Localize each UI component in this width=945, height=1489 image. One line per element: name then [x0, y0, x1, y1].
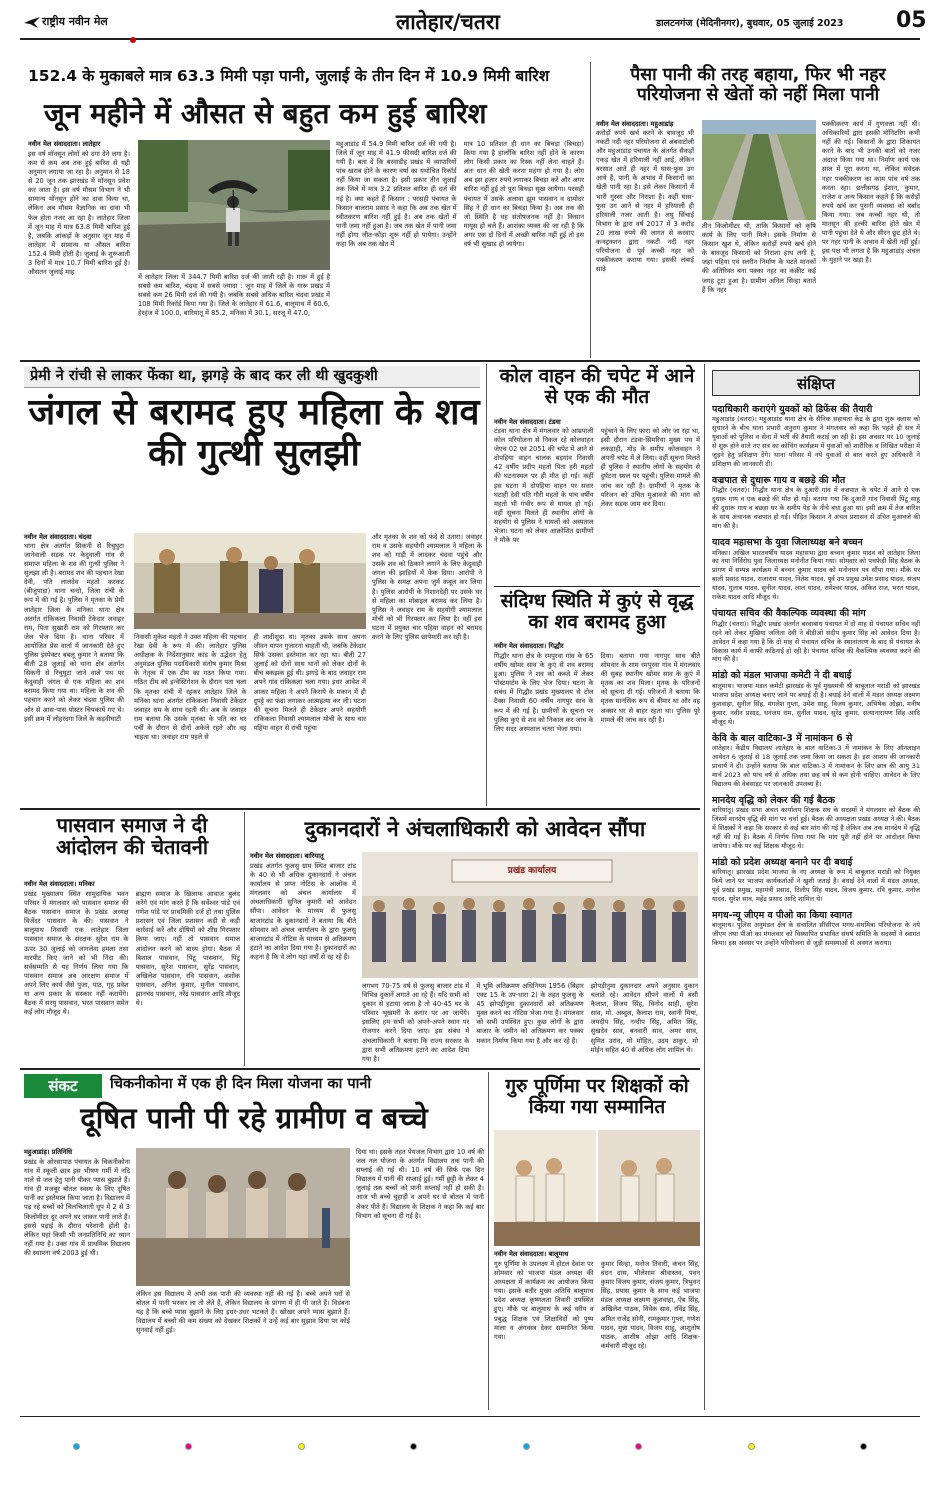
rain-photo — [138, 140, 330, 270]
registration-dot — [860, 1443, 867, 1450]
murder-kicker: प्रेमी ने रांची से लाकर फेंका था, झगड़े के बाद कर ली थी खुदकुशी — [30, 368, 378, 384]
brief-headline: मगध-न्यू जीएम व पीओ का किया स्वागत — [712, 909, 853, 921]
murder-headline: जंगल से बरामद हुए महिला के शव की गुत्थी सुलझी — [28, 392, 480, 475]
guru-photo — [494, 1130, 700, 1246]
registration-dot — [73, 1443, 80, 1450]
paswan-col1: प्रखंड मुख्यालय स्थित सामुदायिक भवन परिसर में मंगलवार को पासवान समाज की बैठक पासवान समाज के प्रखंड अध्यक्ष विजेंदर पासवान के की। पासवान ने बालूमाथ निवासी एक लातेहार जिला पासवान समाज के संरक्षक सुरेश राम के ऊपर 30 जुलाई को जानलेवा हमला तथा मारपीट किए जाने को भी निंदा की। सर्वसम्मति से यह निर्णय लिया गया कि पासवान समाज अब आरक्षण समाज में अपने लिए कार्य जैसे पुजा, पाठ, गृह प्रवेश या अन्य प्रकार के संस्कार नहीं करायेंगे। बैठक में सरयु पासवान, भरत पासवान समेत कई लोग मौजूद थे। — [24, 890, 129, 1017]
masthead — [0, 0, 945, 48]
murder-byline: नवीन मेल संवाददाता। चंदवा — [24, 533, 92, 541]
registration-dot — [185, 1443, 192, 1450]
water-byline: महुआडांड़। प्रतिनिधि — [24, 1148, 73, 1156]
coal-col2: पहुंचाने के लिए फ़ारा को ओर जा रहा था, इसी दौरान टंडवा-सिमरिया मुख्य पथ में लकड़ाही, मोड़ के समीप कोलवाहन ने अपनी चपेट में ले लिया। वहीं सूचना मिलते ही पुलिस ने स्थानीय लोगों के सहयोग से दुर्घटना स्थल पर पहुंची। पुलिस मामले की जांच कर रही है। ग्रामीणों ने मृतक के परिजन को उचित मुआवजे की मांग को लेकर सड़क जाम कर दिया। — [600, 427, 700, 508]
murder-col1: थाना क्षेत्र अंतर्गत सिकनी से रिचुघुटा जानेवाली सड़क पर केदुवाली गांव से समाप्त महिला के शव की गुत्थी पुलिस ने सुलझा ली है। बरामद शव की पहचान रेखा देवी, पति लालदेव महतो करकट (बीजुपाड़ा) थाना चन्दो, जिला रांची के रूप में की गई है। पुलिस ने मृतका के प्रेमी लातेहार जिला के मनिका थाना क्षेत्र अंतर्गत रांकिकला निवासी टेकेदार जवाहर राम, पिता सुखारी राम को गिरफ्तार कर जेल भेज दिया है। थाना परिसर में आयोजित प्रेस वार्ता में जानकारी देते हुए पुलिस इंस्पेक्टर बबलू कुमार ने बताया कि बीती 28 जुलाई को थाना क्षेत्र अंतर्गत सिकनी से रिचुघुटा जाने वाले पथ पर केदुवाही जंगल से एक महिला का शव बरामद किया गया था। महिला के शव की पहचान करने को लेकर चंदवा पुलिस की ओर से आस-पास पोस्टर चिपकायें गए थे। इसी क्रम में लोहरदगा जिले के कड़वीघाटी — [24, 541, 124, 723]
coal-byline: नवीन मेल संवाददाता। टंडवा — [494, 418, 561, 426]
murder-col3: ही शादीशुदा था। मृतका उसके साथ अपना जीवन यापन गुजारना चाहती थी, जबकि टेकेदार सिर्फ उसका इस्तेमाल कर रहा था। बीती 27 जुलाई को दोनों साथ थानों को लेकर दोनों के बीच बकझक हुई थी। झगड़े के बाद जवाहर राम अपने गांव रांकिकला चला गया। इधर आवेश में आकर महिला ने अपने किराये के मकान में ही दुपट्टे का फंदा लगाकर आत्महत्या कर ली। घटना की सूचना मिलते ही टेकेदार अपने सहयोगी रांकिकला निवासी श्यामलाल मोची के साथ चार पहिया वाहन से रांची पहुंचा — [253, 633, 366, 732]
registration-dot — [635, 1443, 642, 1450]
guru-headline: गुरु पूर्णिमा पर शिक्षकों को किया गया सम्मानित — [505, 1075, 689, 1119]
brief-headline: मांडो को मंडल भाजपा कमेटी ने दी बधाई — [712, 670, 852, 682]
rain-col3: महुआडांड़ में 54.9 मिमी बारिश दर्ज की गयी है। जिले में जून माह में 41.9 फीसदी बारिश दर्ज की गयी है। बता दें कि बरवाडीह प्रखंड में व्यापारियों पांच खराब होने के कारण वर्षा का यथोचित रिकॉर्ड नहीं किया जा सकता है। इसी प्रकार तीन जुलाई तक जिले में मात्र 3.2 प्रतिशत बारिश ही दर्ज की गई है। क्या कहते हैं किसान : परसही पंचायत के किसान बालराम प्रसाद ने कहा कि अब तक खेत में स्वीतकरण बारिश नहीं हुई है। अब तक खेतों में पानी जमा नहीं हुआ है। जब तक खेत में पानी जमा नहीं होगा जीत-कोड़ा शुरू नहीं हो पायेगा। उन्होंने कहा कि अब तक खेत में — [336, 140, 457, 249]
murder-col4: और मृतका के शव को फंदे से उतारा। जवाहर राम व उसके सहयोगी श्यामलाल ने महिला के शव को गाड़ी में लादकर चंदवा पहुंचे और उसके शव को ठिकाने लगाने के लिए केदुवाही जंगल की झाड़ियों में फेंक दिया। आरोपी ने पुलिस के समक्ष अपना जुर्म कबूल कर लिया है। पुलिस आरोपी के निशानदेही पर उसके घर से महिला का मोबाइल बरामद कर लिया है। पुलिस ने जवाहर राम के सहयोगी श्यामलाल मोची को भी गिरफ्तार कर लिया है। वहीं इस घटना में प्रयुक्त चार पहिया वाहन को बरामद करने के लिए पुलिस छापेमारी कर रही है। — [372, 533, 482, 642]
registration-dot — [748, 1443, 755, 1450]
rain-col4: मात्र 10 प्रतिशत ही धान का बिचड़ा (बिचड़ा) किया गया है हालाँकि बारिश नहीं होने के कारण लोग किसी प्रकार का रिस्क नहीं लेना चाहते हैं। अतः धान की खेती करना महंगा हो गया है। लोग अब इस हजार रुपये लगाकर बिचड़ा करें और अगर बारिश नहीं हुई तो पूरा बिचड़ा सूख जायेगा। परसही पंचायत में उसके अलावा झूम पासवान व दामोदर सिंह ने ही धान का बिचड़ा किया है। अब तक की जो स्थिति है वह संतोषजनक नहीं है। किसान मायूस हो चले हैं। आशंका व्यक्त की जा रही है कि अगर एक दो दिनों में अच्छी बारिश नहीं हुई तो इस वर्ष भी सुखाड़ हो जायेगा। — [463, 140, 584, 249]
shops-col1: प्रखंड अंतर्गत फुलसु ग्राम स्थित बाजार टांड के 40 से भी अधिक दुकानदारों ने अंचल कार्यालय से प्राप्त नोटिस के आलोक में मंगलवार को अंचल कार्यालय में अंचलाधिकारी सुनिल कुमारी को आवेदन सौंपा। आवेदन के माध्यम से फुलसु बाजारटांड के दुकानदारों ने बताया कि बीते सोमवार को अंचल कार्यालय के द्वारा फुलसु बाजारटांड में नोटिस के माध्यम से अतिक्रमण हटाने का आदेश दिया गया है। दुकानदारों का कहना है कि वे लोग यहां वर्षों से रह रहे हैं। — [250, 862, 356, 961]
coal-headline: कोल वाहन की चपेट में आने से एक की मौत — [499, 365, 695, 409]
guru-byline: नवीन मेल संवाददाता। बालूमाथ — [494, 1250, 569, 1258]
brief-body: बालूमाथ। भाजपा मंडल कमेटी झारखंड के पूर्व मुख्यमंत्री श्री बाबूलाल मरांडी को झारखंड भाजपा प्रदेश अध्यक्ष बनाए जाने पर बधाई दी है। बधाई देने वालों में मंडल अध्यक्ष लक्ष्मण कुशवाहा, सुनील सिंह, मंगलेश गुप्ता, उमेश साहू, विजय कुमार, अभिषेक ओझा, मनीष कुमार, नवीन प्रसाद, धनंजय राम, सुनील यादव, सुरेंद्र कुमार, सत्यानारायण सिंह आदि मौजूद थे। — [712, 681, 920, 726]
canal-photo — [702, 120, 816, 220]
rain-caption: में लातेहार जिला में 344.7 मिमी बारिश दर्ज की जाती रही है। गारू में हुई है सबसे कम बारिश, चंदवा में सबसे ज्यादा : जून माह में जिले के गारू प्रखंड में सबसे कम 26 मिमी दर्ज की गयी है। जबकि सबसे अधिक बारिश चंदवा प्रखंड में 108 मिमी रिकॉर्ड किया गया है। जिले के लातेहार में 61.6, बालूमाथ में 60.6, हेरहंज में 100.0, बारियातू में 85.2, मनिका में 30.1, सरजू में 47.0, — [138, 273, 330, 318]
rain-headline: जून महीने में औसत से बहुत कम हुई बारिश — [44, 97, 487, 130]
water-headline: दूषित पानी पी रहे ग्रामीण व बच्चे — [80, 1101, 428, 1135]
briefs-title: संक्षिप्त — [797, 375, 835, 393]
canal-col3: पक्कीकरण कार्य में गुणवत्ता नहीं थी। अधिकारियों द्वारा इसकी मॉनिटरिंग कभी नहीं की गई। किसानों के द्वारा शिकायत करने के बाद भी उनकी बातों को नजर अंदाज किया गया था। निर्माण कार्य एक साल में पूरा करना था, लेकिन संवेदक नहर पक्कीकरण का काम पांच वर्ष तक करता रहा। छत्तीसगढ़ ईशान, कुमार, राजेश व अन्य किसान कहते हैं कि करोड़ों रुपये खर्च कर पुरानी व्यवस्था को बर्बाद किया गया। जब कच्ची नहर थी, तो मानसून की हल्की बारिश होते खेत में पानी पहुंचा देते थे और सीरन छूट होते थे। पर नहर पानी के अभाव में खेती नहीं हुई। इस पक्ष भी लगता है कि महुआडांड़ अंचल के मुहाने पर खड़ा है। — [822, 120, 920, 265]
brief-body: बारियातू। झारखंड प्रदेश भाजपा के नए अध्यक्ष के रूप में बाबूलाल मरांडी को नियुक्त किये जाने पर भाजपा कार्यकर्ताओं ने खुशी जताई है। बधाई देने वालों में मंडल अध्यक्ष, पूर्व प्रखंड प्रमुख, महामंत्री प्रसाद, दिलीप सिंह यादव, विजय कुमार, रवि कुमार, मनोज यादव, सुरेश साव, महेंद्र प्रसाद आदि शामिल थे। — [712, 868, 920, 903]
canal-headline: पैसा पानी की तरह बहाया, फिर भी नहर परियोजना से खेतों को नहीं मिला पानी — [630, 65, 886, 105]
water-col3: दिया था। इसके तहत पेयजल विभाग द्वारा 10 वर्ष की जल नल योजना के अंतर्गत विद्यालय तक पानी की सप्लाई की गई थी। 10 वर्ष की सिर्फ एक दिन विद्यालय में पानी की सप्लाई हुई। गर्मी छुट्टी के लेकर 4 जुलाई तक बच्चों को पानी सप्लाई नहीं हो सकी है। आज भी बच्चे चुहाड़ी व अपने घर से बोतल में पानी लेकर पीते हैं। विद्यालय के शिक्षक ने कहा कि कई बार विभाग को सूचना दी गई है। — [356, 1148, 484, 1220]
brief-body: मनिका। अखिल भारतवर्षीय यादव महासभा द्वारा बच्चन कुमार यादव को लातेहार जिला का नया निर्विरोध युवा जिलाध्यक्ष मनोनीत किया गया। सोमवार को पचफेड़ी सिंह बैठक के प्रांगण में सम्पन्न कार्यक्रम में बच्चन कुमार यादव को मनोनयन पत्र सौंपा गया। मौके पर बाली प्रसाद यादव, राजाराम यादव, नितेश यादव, पूर्व उप प्रमुख उमेश प्रसाद यादव, संजय यादव, गुलाब यादव, सुनील यादव, लाल यादव, रामेश्वर यादव, अंकित राज, भरत यादव, राकेश यादव आदि मौजूद थे। — [712, 548, 920, 602]
page-number: 05 — [896, 8, 927, 33]
briefs-list — [712, 398, 920, 1408]
rain-byline: नवीन मेल संवाददाता। लातेहार — [28, 140, 101, 148]
canal-col1: करोड़ों रुपये खर्च करने के बावजूद भी नकटी नदी नहर परियोजना से अंबवाटोली और महुआडांड़ पंचायत के अंतर्गत सैकड़ों एकड़ खेत में हरियाली नहीं आई, लेकिन बरसात आते ही नहर में घास-फूस उग आये हैं, पानी के अभाव में किसानों का खेती पानी रहा है। इसे लेकर किसानों में भारी गुस्सा और निराशा है। कहीं घास-फूस उग आने से नहर में हरियाली ही हरियाली नजर आती है। लघु सिंचाई विभाग के द्वारा वर्ष 2017 में 3 करोड़ 20 लाख रुपये की लागत से करवाए कन्स्ट्रक्शन द्वारा नकटी नदी नहर परियोजना से पूर्व कच्ची नहर को पक्कीकरण कराया गया। इसकी लंबाई साढ़े — [596, 128, 694, 274]
brief-body: बारियातू। प्रखंड सभा अंचल कार्यालय शिक्षक संघ के सदस्यों ने मंगलवार को बैठक की जिसमें मानदेय वृद्धि की मांग पर चर्चा हुई। बैठक की अध्यक्षता प्रखंड अध्यक्ष ने की। बैठक में शिक्षकों ने कहा कि सरकार से कई बार मांग की गई है लेकिन अब तक मानदेय में वृद्धि नहीं की गई है। बैठक में निर्णय लिया गया कि मांग पूरी नहीं होने पर आंदोलन किया जायेगा। मौके पर कई शिक्षक मौजूद थे। — [712, 805, 920, 850]
water-kicker: चिकनीकोना में एक ही दिन मिला योजना का पानी — [110, 1076, 372, 1092]
registration-marks — [20, 1438, 920, 1454]
brief-body: गिद्धौर (चतरा)। गिद्धौर प्रखंड अंतर्गत बरवाबांध पंचायत में दो माह से पंचायत सचिव नहीं रहने को लेकर मुखिया जलिता देवी ने बीडीओ संदीप कुमार सिंह को आवेदन दिया है। आवेदन में कहा गया है कि दो माह से पंचायत सचिव के स्थानांतरण के बाद से पंचायत के विकास कार्य में काफी कठिनाई हो रही है। पंचायत सचिव की वैकल्पिक व्यवस्था करने की मांग की है। — [712, 619, 920, 664]
well-col1: गिद्धौर थाना क्षेत्र के रमपुरवा गांव के 65 वर्षीय खोमर साव के कुएं से शव बरामद हुआ। पुलिस ने शव को कब्जे में लेकर पोस्टमार्टम के लिए भेज दिया। घटना के संबंध में गिद्धौर प्रखंड मुख्यालय से टोल टैक्स निवासी 60 वर्षीय नागपुर साव के रूप में की गई है। ग्रामीणों के सूचना पर पुलिस कुएं से शव को निकाल कर जांच के लिए सदर अस्पताल चतरा भेजा गया। — [494, 652, 594, 733]
shops-headline: दुकानदारों ने अंचलाधिकारी को आवेदन सौंपा — [304, 817, 646, 841]
well-col2: दिया। बताया गया नागपुर साव बीते सोमवार के शाम रमपुरवा गांव में मंगलवार की सुबह स्थानीय खोमर साव के कुएं में मृतक का शव मिला। मृतक के परिजनों को सूचना दी गई। परिजनों ने बताया कि मृतक मानसिक रूप से बीमार था और वह अक्सर घर से बाहर रहता था। पुलिस पूरे मामले की जांच कर रही है। — [600, 652, 700, 724]
coal-col1: टंडवा थाना क्षेत्र में मंगलवार को आम्रपाली कोल परियोजना से निकल रहे कोलवाहन जेएच 02 एवं 2051 की चपेट में आने से दोपहिया वाहन चालक बड़गांव निवासी 42 वर्षीय प्रदीप महतो पिता हरी महतो की घटनास्थल पर ही मौत हो गई। कहीं इस घटना में दोपहिया वाहन पर सवार घटाही देवी पति गौरी महतो के पांच वर्षीय महतो भी गंभीर रूप से घायल हो गई। वहीं सूचना मिलते ही स्थानीय लोगों के सहयोग से पुलिस ने घायलों को अस्पताल भेजा। घटना को लेकर आक्रोशित ग्रामीणों ने मौके पर — [494, 427, 594, 545]
water-col1: प्रखंड के ओरसापाठ पंचायत के चिकनीकोना गांव में स्कूली छात्र इस भीषण गर्मी में नदि नाले से जल हेतु पानी पीकर प्यास बुझाते हैं। गांव ही मजबूर बोतल स्वस्थ के लिए दूषित पानी का इस्तेमाल किया जाता है। विद्यालय में पढ़ रहे बच्चों को चिलचिलाती धूप में 2 से 3 किलोमीटर दूर अपने घर जाकर पानी लाते हैं। इससे पढ़ाई के दौरान परेशानी होती है। लेकिन यहां किसी भी जनप्रतिनिधि का ध्यान नहीं गया है। उक्त गांव में प्राथमिक विद्यालय की स्थापना वर्ष 2003 हुई थी। — [24, 1158, 130, 1257]
briefs-title-box — [712, 370, 920, 396]
brief-body: बालूमाथ। पुलिस अनुमंडल क्षेत्र के संचालित सीसीएल मगध-संघमित्रा परियोजना के नये जीएम तथा पीओ का मंगलवार को विस्थापित प्रभावित संघर्ष समिति के सदस्यों ने स्वागत किया। इस अवसर पर उन्होंने परियोजना से जुड़ी समस्याओं से अवगत कराया। — [712, 921, 920, 948]
well-headline: संदिग्ध स्थिति में कुएं से वृद्ध का शव बरामद हुआ — [500, 590, 694, 634]
brief-body: महुआडांड़ (चतरा)। महुआडांड़ थाना क्षेत्र के सैनिक सहायता केंद्र के द्वारा शुरू क्लास को सुधारने के बीच थाना प्रभारी अनुराग कुमार ने मंगलवार को कहा कि पहले ही सत्र में युवाओं को पुलिस व सेना में भर्ती की तैयारी कराई जा रही है। इस अवसर पर 10 जुलाई से शुरू होने वाले नए सत्र का कोचिंग कार्यक्रम में युवाओं को शारीरिक व लिखित परीक्षा में जुड़ने हेतु प्रशिक्षण देंगे। थाना परिसर में नये युवाओं से बात करते हुए अधिकारी ने प्रशिक्षण की जानकारी दी। — [712, 415, 920, 469]
rain-kicker: 152.4 के मुकाबले मात्र 63.3 मिमी पड़ा पानी, जुलाई के तीन दिन में 10.9 मिमी बारिश — [28, 67, 550, 85]
guru-col1: गुरु पूर्णिमा के उपलक्ष्य में होटल देवांश पर सोमवार को भाजपा मंडल अध्यक्ष की अध्यक्षता में कार्यक्रम का आयोजन किया गया। इसके बतौर मुख्य अतिथि बालूमाथ प्रदेश अध्यक्ष कृष्णलता तिवारी उपस्थित हुए। मौके पर बालूमाथ के कई वरीय व प्रबुद्ध शिक्षक एवं शिक्षाविदों को पुष्प माला व अंगवस्त्र देकर सम्मानित किया गया। — [494, 1260, 594, 1341]
shops-photo — [362, 852, 698, 978]
paswan-col2: ब्राह्मण समाज के खिलाफ आवाज बुलंद करेंगे एवं मांग करते हैं कि सर्वेश्वर पांडे एवं गणेश पांडे पर प्राथमिकी दर्ज हो तथा पुलिस प्रशासन एवं जिला प्रशासन कड़ी से कड़ी कार्रवाई करें और दोषियों को शीघ्र गिरफ्तार किया जाए। नहीं तो पासवान समाज आंदोलन करने को बाध्य होगा। बैठक में बिशाल पासवान, पिंटू पासवान, पिंटू पासवान, सुरेश पासवान, सुरेंद्र पासवान, अखिलेश पासवान, रवि पासवान, अशोक पासवान, अनिल कुमार, मुनील पासवान, झानचंद पासवान, नरेंद्र पासवान आदि मौजूद थे। — [135, 890, 240, 1008]
canal-byline: नवीन मेल संवाददाता। महुआडांड़ — [596, 120, 674, 128]
registration-dot — [523, 1443, 530, 1450]
shops-photo-banner: प्रखंड कार्यालय — [507, 866, 557, 876]
rain-col1: इस वर्ष मॉनसून लोगों को दगा देने लगा है। कम से कम अब तक हुई बारिश से यही अनुमान लगाया जा रहा है। अनुमान से 18 से 20 जून तक झारखंड में मॉनसून प्रवेश कर जाता है। इस वर्ष मौसम विभाग ने भी सामान्य मॉनसून होने का दावा किया था, लेकिन अब मौसम वैज्ञानिक का दावा भी फेल होता नजर आ रहा है। लातेहार जिला में जून माह में मात्र 63.8 मिमी बारिश हुई है, जबकि आंकड़ों के अनुसार जून माह में लातेहार में सामान्य या औसत बारिश 152.4 मिमी होती है। जुलाई के शुरूआती 3 दिनों में मात्र 10.7 मिमी बारिश हुई है। औसतन जुलाई माह — [28, 149, 130, 277]
shops-col2: लगभग 70-75 वर्ष से फुलसु बाजार टांड में विभिन्न दुकानें लगाते आ रहे हैं। यदि सभी को दुकान से हटाया जाता है तो 40-45 घर के परिवार भूखमरी के कगार पर आ जायेंगे। इसलिए हम सभी को अपने-अपने स्थान पर रोजगार करने दिया जाए। इस संबंध में अंचलाधिकारी ने बताया कि राज्य सरकार के द्वारा सभी अतिक्रमण हटाने का आदेश दिया गया है। — [362, 982, 470, 1062]
brief-headline: पदाधिकारी कराएंगे युवकों को डिफेंस की तैयारी — [712, 404, 873, 415]
brief-headline: वज्रपात से दुधारू गाय व बछड़े की मौत — [712, 475, 846, 487]
dateline: डालटनगंज (मेदिनीनगर), बुधवार, 05 जुलाई 2023 — [656, 18, 844, 29]
registration-dot — [410, 1443, 417, 1450]
water-col2: लेकिन इस विद्यालय में अभी तक पानी की व्यवस्था नहीं की गई है। बच्चे अपने घरों से बोतल में पानी भरकर ला तो लेते हैं, लेकिन विद्यालय के प्रांगण में ही पी जाते हैं। विडंबना यह है कि बच्चे प्यास बुझाने के लिए इधर-उधर भटकते हैं। खोखर अपने प्यास बुझाते हैं। विद्यालय में बच्चों की कम संख्या को देखकर शिक्षकों ने उन्हें कई बार सुझाव दिया पर कोई सुनवाई नहीं हुई। — [136, 1290, 350, 1335]
shops-byline: नवीन मेल संवाददाता। बारियातू — [250, 852, 324, 860]
shops-col3: में भूमि अतिक्रमण अधिनियम 1956 (बिहार एक्ट 15 के उप-धारा 2) के तहत फुलसु के 45 झोपड़ीनुमा दुकानदारों को अतिक्रमण मुक्त करने का नोटिस भेजा गया है। मंगलवार को सभी उपस्थित हुए। कुछ लोगों के द्वारा बाजार के जमीन को अतिक्रमण कर पक्का मकान निर्माण किया गया है और कर रहे हैं। — [476, 982, 584, 1045]
brief-headline: केवि के बाल वाटिका-3 में नामांकन 6 से — [712, 732, 853, 744]
brief-headline: पंचायत सचिव की वैकल्पिक व्यवस्था की मांग — [712, 608, 866, 620]
water-tag: संकट — [24, 1074, 102, 1098]
section-title: लातेहार/चतरा — [396, 10, 500, 34]
brief-body: लातेहार। केंद्रीय विद्यालय लातेहार के बाल वाटिका-3 में नामांकन के लिए ऑनलाइन आवेदन 6 जुलाई से 18 जुलाई तक जमा किया जा सकता है। इस आशय की जानकारी प्राचार्य ने दी। उन्होंने बताया कि बाल वाटिका-3 में नामांकन के लिए छात्र की आयु 31 मार्च 2023 को पांच वर्ष से अधिक तथा छह वर्ष से कम होनी चाहिए। आवेदन के लिए विद्यालय की वेबसाइट पर जानकारी उपलब्ध है। — [712, 743, 920, 788]
bird-logo-icon — [24, 14, 40, 26]
brief-headline: मांडो को प्रदेश अध्यक्ष बनाने पर दी बधाई — [712, 856, 853, 868]
paswan-byline: नवीन मेल संवाददाता। मनिका — [24, 880, 95, 888]
brief-body: गिद्धौर (चतरा)। गिद्धौर थाना क्षेत्र के दुआरी गांव में वज्रपात के चपेट में आने से एक दुधारू गाय व एक बछड़े की मौत हो गई। बताया गया कि दुआरी गांव निवासी पिंटू साहू की दुधारू गाय व बछड़ा घर के समीप पेड़ के नीचे बंधा हुआ था। इसी क्रम में तेज बारिश के साथ अचानक वज्रपात हो गई। पीड़ित किसान ने अंचल प्रशासन से उचित मुआवजे की मांग की है। — [712, 486, 920, 531]
canal-photo-caption: तीन किलोमीटर थी, ताकि किसानों को कृषि कार्य के लिए पानी मिले। इसके निर्माण से किसान खुश थे, लेकिन करोड़ों रुपये खर्च होने के बावजूद किसानों को निराशा हाथ लगी है, जहां पहिया एवं स्लरीन निर्माण के घटते मानकों की अतिरिक्त बना पक्का नहर का कंक्रीट कई जगह टूटा हुआ है। ग्रामीण अनिल सिन्हा बताते हैं कि नहर — [702, 222, 816, 294]
water-photo — [136, 1148, 350, 1286]
brief-headline: यादव महासभा के युवा जिलाध्यक्ष बने बच्चन — [712, 537, 863, 549]
registration-dot — [298, 1443, 305, 1450]
murder-col2: निवासी मुकेश महतो ने उक्त महिला की पहचान रेखा देवी के रूप में की। लातेहार पुलिस अधीक्षक के निर्देशानुसार कांड के उद्भेदन हेतु अनुमंडल पुलिस पदाधिकारी संतोष कुमार मिश्रा के नेतृत्व में एक टीम का गठन किया गया। गठित टीम को इन्वेस्टिगेशन के दौरान पता चला कि मृतका रांची में रहकर लातेहार जिले के मनिका थाना अंतर्गत रांकिकला निवासी टेकेदार जवाहर राम के साथ रहती थी। अब के जवाहर राम बताया कि उसके मृतका के पति का घर पर्ची के दौरान से दोनों अकेले रहते और वह चाहता था। जवाहर राम पहले से — [134, 633, 247, 742]
brief-headline: मानदेय वृद्धि को लेकर की गई बैठक — [712, 794, 835, 806]
paswan-headline: पासवान समाज ने दी आंदोलन की चेतावनी — [55, 813, 209, 860]
well-byline: नवीन मेल संवाददाता। गिद्धौर — [494, 642, 564, 650]
shops-col4: झोपड़ीनुमा दुकानदार अपने अनुसार दुकान चलाते रहे। आवेदन सौंपने वालों में बंसी कैलाश, विजय सिंह, विनोद साही, सुरेश साव, मो. अब्दुल, कैलाश राम, रवानी मियां, जयदीप सिंह, नन्दीप सिंह, अमित सिंह, सुखदेव साव, बनवारी साव, अमर साव, सुमित उरांव, मो मोहित, उदय ठाकुर, मो मोईन सहित 40 से अधिक लोग शामिल थे। — [590, 982, 698, 1054]
murder-photo — [134, 533, 366, 629]
guru-col2: कुमार सिन्हा, मनोज तिवारी, कंचन सिंह, चंदन दास, भीलेशाम श्रीवास्तव, पवन कुमार विजय कुमार, संजय कुमार, त्रिभुवन सिंह, प्रयास कुमार के साथ कई भाजपा मंडल अध्यक्ष लक्ष्मण कुशवाहा, ऐब सिंह, अखिलेश पाठक, विवेक साव, रविंद्र सिंह, अमित राजेंद्र सोनी, रामकुमार गुप्ता, गणेश यादव, मुन्ना यादव, विजय साहू, आशुतोष पाठक, आशीष ओझा आदि शिक्षक-कर्मचारी मौजूद रहे। — [600, 1260, 700, 1350]
paper-name: राष्ट्रीय नवीन मेल — [42, 15, 108, 28]
